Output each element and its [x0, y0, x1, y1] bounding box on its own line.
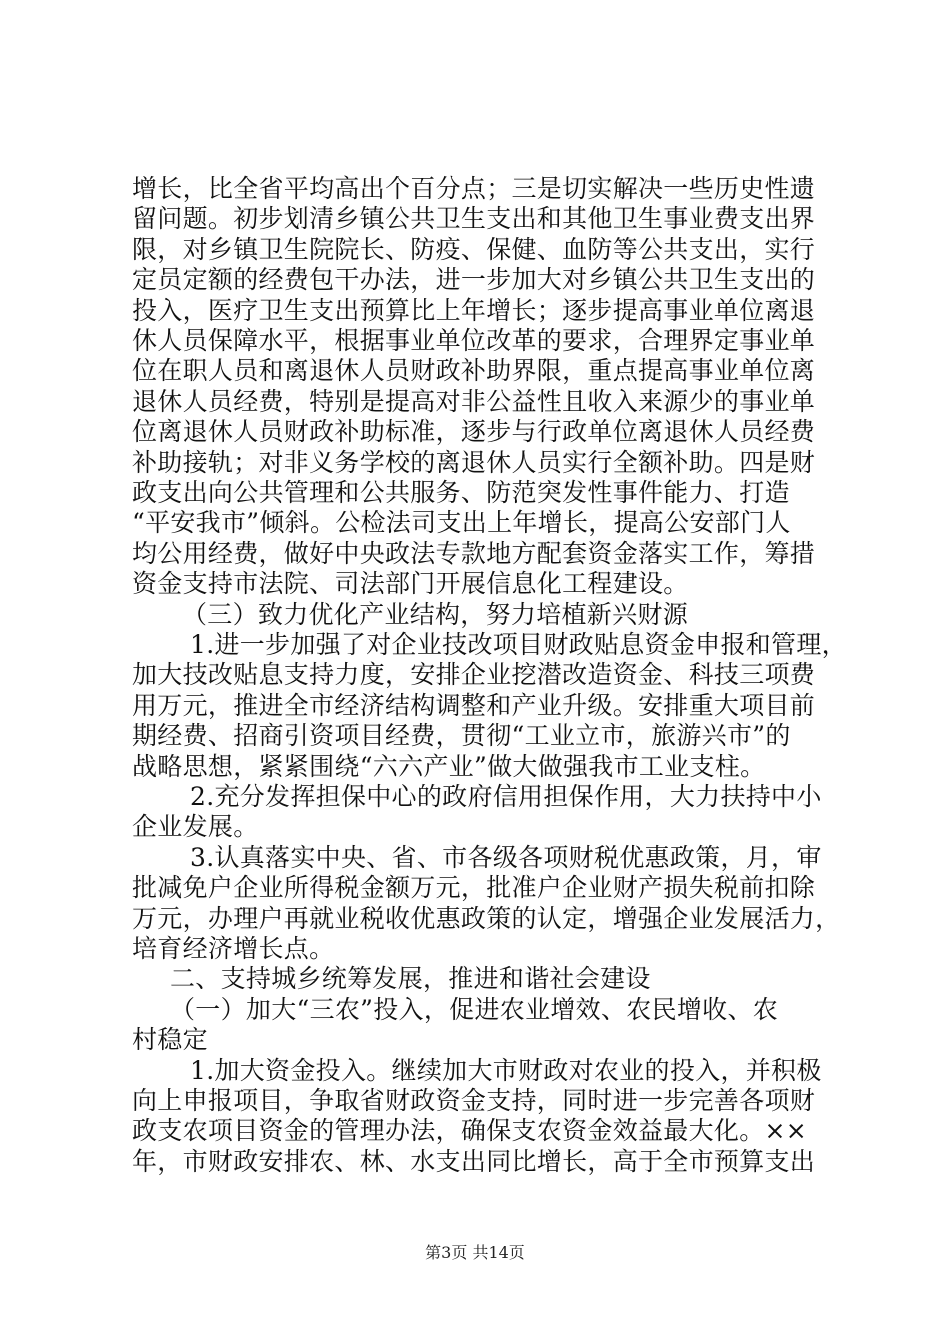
text-line: 补助接轨；对非义务学校的离退休人员实行全额补助。四是财 — [132, 447, 816, 477]
text-line: 战略思想，紧紧围绕“六六产业”做大做强我市工业支柱。 — [132, 751, 766, 781]
text-line: 万元，办理户再就业税收优惠政策的认定，增强企业发展活力， — [132, 903, 841, 933]
text-line: 退休人员经费，特别是提高对非公益性且收入来源少的事业单 — [132, 386, 816, 416]
text-line: 3.认真落实中央、省、市各级各项财税优惠政策，月，审 — [190, 842, 822, 872]
text-line: 用万元，推进全市经济结构调整和产业升级。安排重大项目前 — [132, 690, 816, 720]
text-line: 向上申报项目，争取省财政资金支持，同时进一步完善各项财 — [132, 1086, 816, 1115]
text-line: 增长，比全省平均高出个百分点；三是切实解决一些历史性遗 — [132, 174, 816, 203]
text-line: （一）加大“三农”投入，促进农业增效、农民增收、农 — [170, 994, 779, 1024]
text-line: 政支出向公共管理和公共服务、防范突发性事件能力、打造 — [132, 478, 790, 507]
text-line: 村稳定 — [132, 1025, 208, 1055]
text-line: 政支农项目资金的管理办法，确保支农资金效益最大化。×× — [132, 1116, 807, 1146]
text-line: 均公用经费，做好中央政法专款地方配套资金落实工作，筹措 — [132, 538, 816, 568]
text-line: 位离退休人员财政补助标准，逐步与行政单位离退休人员经费 — [132, 417, 816, 447]
text-line: 1.加大资金投入。继续加大市财政对农业的投入，并积极 — [190, 1055, 822, 1085]
text-line: 期经费、招商引资项目经费，贯彻“工业立市，旅游兴市”的 — [132, 721, 791, 751]
text-line: 定员定额的经费包干办法，进一步加大对乡镇公共卫生支出的 — [132, 265, 816, 295]
text-line: “平安我市”倾斜。公检法司支出上年增长，提高公安部门人 — [132, 508, 791, 538]
text-line: 二、支持城乡统筹发展，推进和谐社会建设 — [170, 964, 651, 994]
text-line: 留问题。初步划清乡镇公共卫生支出和其他卫生事业费支出界 — [132, 204, 816, 234]
page-footer: 第3页 共14页 — [425, 1243, 525, 1262]
text-line: 休人员保障水平，根据事业单位改革的要求，合理界定事业单 — [132, 326, 816, 355]
text-line: 1.进一步加强了对企业技改项目财政贴息资金申报和管理， — [190, 630, 847, 659]
text-line: 培育经济增长点。 — [132, 934, 335, 963]
text-line: 资金支持市法院、司法部门开展信息化工程建设。 — [132, 569, 689, 599]
text-line: 2.充分发挥担保中心的政府信用担保作用，大力扶持中小 — [190, 782, 822, 811]
text-line: 企业发展。 — [132, 812, 259, 842]
text-line: 加大技改贴息支持力度，安排企业挖潜改造资金、科技三项费 — [132, 660, 816, 690]
text-line: 批减免户企业所得税金额万元，批准户企业财产损失税前扣除 — [132, 873, 816, 903]
text-line: （三）致力优化产业结构，努力培植新兴财源 — [182, 599, 689, 629]
text-line: 位在职人员和离退休人员财政补助界限，重点提高事业单位离 — [132, 356, 816, 386]
text-line: 年，市财政安排农、林、水支出同比增长，高于全市预算支出 — [132, 1146, 816, 1176]
text-line: 限，对乡镇卫生院院长、防疫、保健、血防等公共支出，实行 — [132, 234, 816, 264]
text-line: 投入，医疗卫生支出预算比上年增长；逐步提高事业单位离退 — [132, 295, 816, 325]
